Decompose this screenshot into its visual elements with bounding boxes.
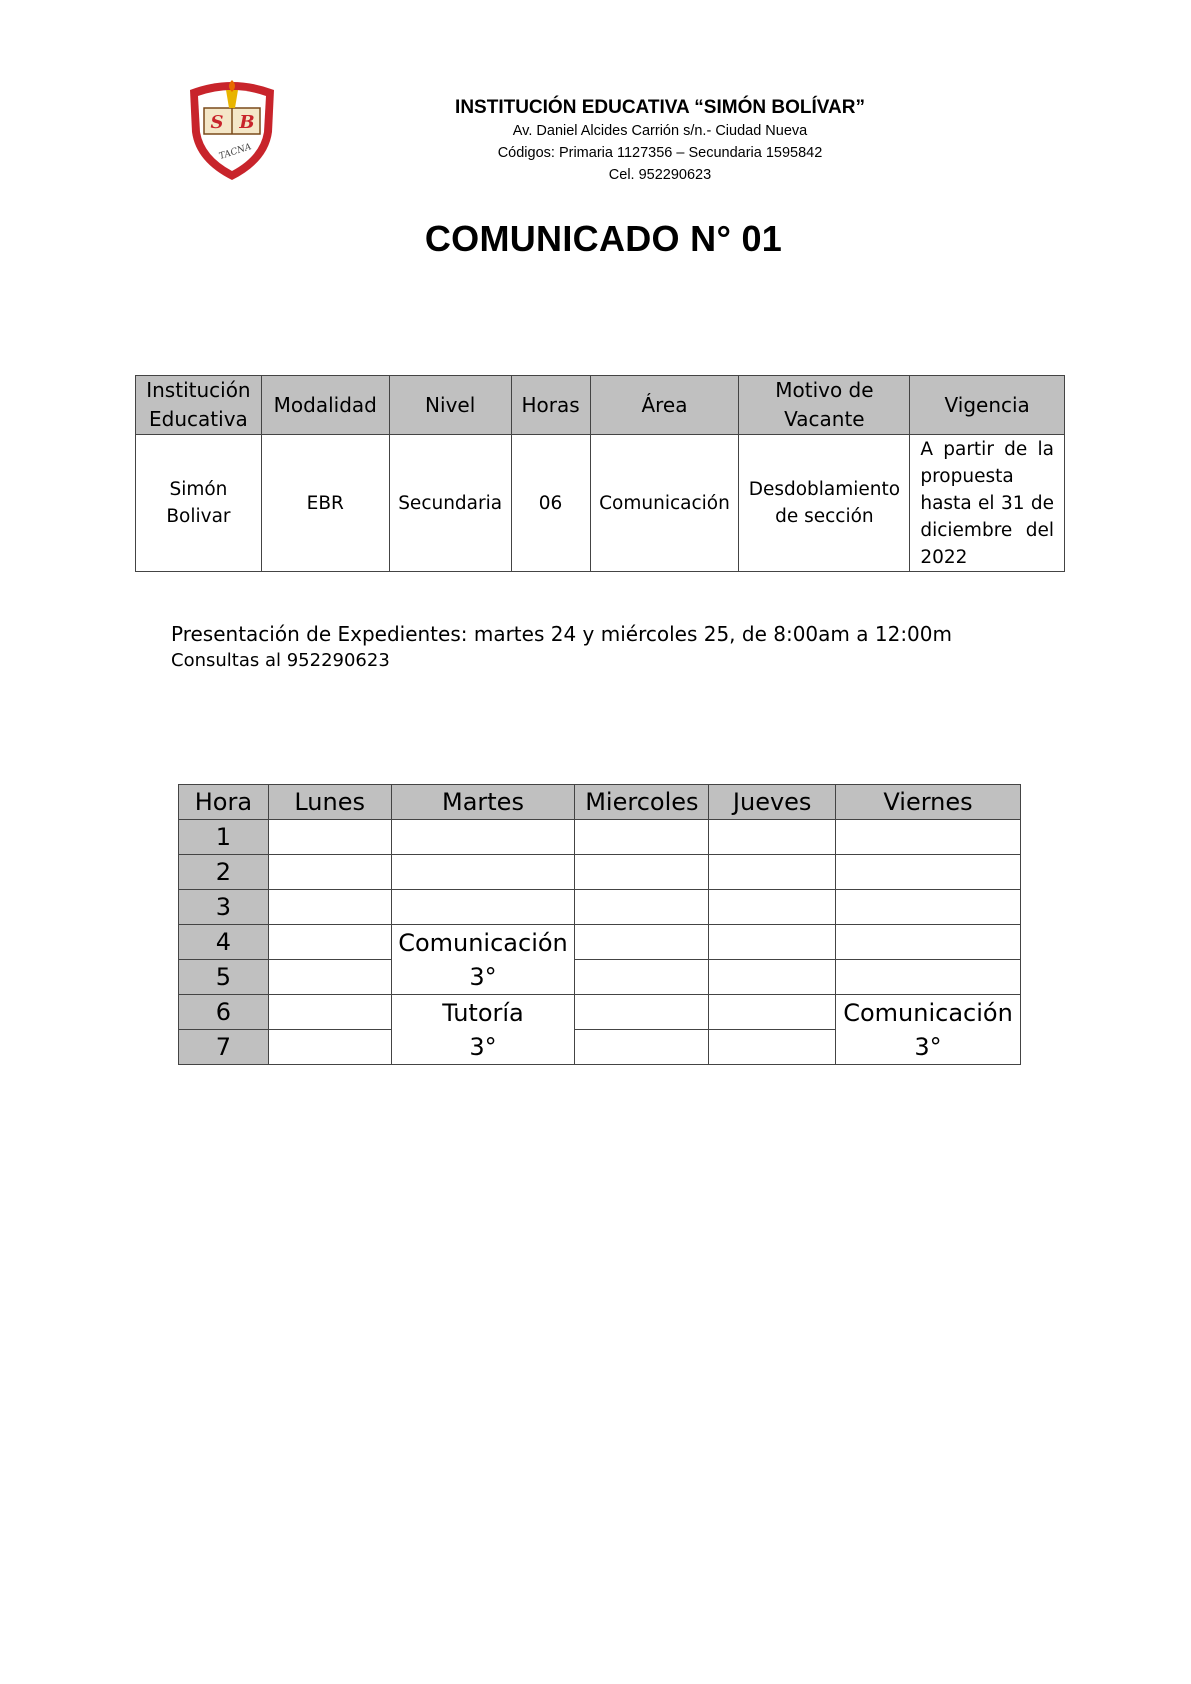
schedule-hour: 7 xyxy=(179,1030,269,1065)
schedule-cell xyxy=(709,995,836,1030)
vacancy-cell-area: Comunicación xyxy=(590,435,739,572)
institution-phone: Cel. 952290623 xyxy=(608,167,712,183)
vacancy-cell-institution: Simón Bolivar xyxy=(136,435,262,572)
schedule-cell xyxy=(391,820,575,855)
vacancy-header-row xyxy=(136,376,1065,435)
schedule-cell xyxy=(575,960,709,995)
schedule-cell xyxy=(836,960,1021,995)
vacancy-cell-validity: A partir de la propuesta hasta el 31 de diciembre del 2022 xyxy=(910,435,1065,572)
schedule-cell xyxy=(709,890,836,925)
schedule-cell xyxy=(709,855,836,890)
vacancy-header-cell: Nivel xyxy=(389,376,511,435)
vacancy-data-row xyxy=(136,435,1065,572)
logo-city: TACNA xyxy=(218,142,253,162)
institution-address: Av. Daniel Alcides Carrión s/n.- Ciudad Nueva xyxy=(512,123,808,139)
schedule-header-cell: Jueves xyxy=(709,785,836,820)
vacancy-header-cell: Área xyxy=(590,376,739,435)
vacancy-cell-hours: 06 xyxy=(511,435,590,572)
vacancy-header-cell: Modalidad xyxy=(261,376,389,435)
class-subject: Comunicación xyxy=(843,998,1013,1027)
schedule-row xyxy=(179,995,1021,1030)
vacancy-header-cell: Institución Educativa xyxy=(136,376,262,435)
institution-name: INSTITUCIÓN EDUCATIVA “SIMÓN BOLÍVAR” xyxy=(455,97,865,118)
schedule-cell xyxy=(836,890,1021,925)
schedule-header-cell: Hora xyxy=(179,785,269,820)
schedule-cell-viernes-block xyxy=(836,995,1021,1065)
schedule-row xyxy=(179,820,1021,855)
schedule-cell xyxy=(268,890,391,925)
vacancy-header-cell: Vigencia xyxy=(910,376,1065,435)
schedule-cell xyxy=(268,855,391,890)
vacancy-cell-level: Secundaria xyxy=(389,435,511,572)
schedule-row xyxy=(179,960,1021,995)
schedule-cell xyxy=(268,960,391,995)
document-title-text: COMUNICADO N° 01 xyxy=(424,218,783,259)
vacancy-cell-reason: Desdoblamiento de sección xyxy=(739,435,910,572)
presentation-dates: Presentación de Expedientes: martes 24 y miércoles 25, de 8:00am a 12:00m xyxy=(171,622,952,646)
schedule-cell xyxy=(575,855,709,890)
logo-initial-s: S xyxy=(210,112,224,133)
schedule-cell xyxy=(709,820,836,855)
schedule-header-cell: Lunes xyxy=(268,785,391,820)
schedule-hour: 2 xyxy=(179,855,269,890)
schedule-cell xyxy=(836,855,1021,890)
vacancy-header-cell: Horas xyxy=(511,376,590,435)
schedule-cell-martes-block1 xyxy=(391,925,575,995)
class-subject: Comunicación xyxy=(398,928,568,957)
schedule-cell xyxy=(575,925,709,960)
vacancy-header-cell: Motivo de Vacante xyxy=(739,376,910,435)
schedule-header-cell: Viernes xyxy=(836,785,1021,820)
vacancy-table xyxy=(135,375,1065,572)
class-subject: Tutoría xyxy=(442,998,524,1027)
document-title xyxy=(0,218,1191,260)
vacancy-cell-modality: EBR xyxy=(261,435,389,572)
class-grade: 3° xyxy=(914,1032,942,1061)
schedule-hour: 6 xyxy=(179,995,269,1030)
schedule-header-row xyxy=(179,785,1021,820)
schedule-cell xyxy=(268,925,391,960)
schedule-hour: 1 xyxy=(179,820,269,855)
institution-header xyxy=(380,96,940,186)
class-grade: 3° xyxy=(469,962,497,991)
schedule-table xyxy=(178,784,1021,1065)
schedule-hour: 5 xyxy=(179,960,269,995)
logo-initial-b: B xyxy=(239,112,255,133)
schedule-cell xyxy=(836,925,1021,960)
consultas-phone: Consultas al 952290623 xyxy=(171,650,390,671)
schedule-cell xyxy=(391,855,575,890)
class-grade: 3° xyxy=(469,1032,497,1061)
schedule-cell xyxy=(575,1030,709,1065)
schedule-cell xyxy=(391,890,575,925)
schedule-cell xyxy=(709,1030,836,1065)
schedule-cell xyxy=(836,820,1021,855)
schedule-cell xyxy=(268,1030,391,1065)
institution-codes: Códigos: Primaria 1127356 – Secundaria 1595842 xyxy=(497,145,823,161)
schedule-header-cell: Miercoles xyxy=(575,785,709,820)
schedule-cell-martes-block2 xyxy=(391,995,575,1065)
schedule-hour: 4 xyxy=(179,925,269,960)
schedule-row xyxy=(179,855,1021,890)
presentation-info xyxy=(171,620,952,674)
schedule-cell xyxy=(709,960,836,995)
schedule-cell xyxy=(268,995,391,1030)
schedule-hour: 3 xyxy=(179,890,269,925)
schedule-cell xyxy=(268,820,391,855)
school-shield-logo xyxy=(186,78,278,182)
schedule-row xyxy=(179,925,1021,960)
schedule-cell xyxy=(709,925,836,960)
schedule-cell xyxy=(575,890,709,925)
schedule-row xyxy=(179,890,1021,925)
schedule-header-cell: Martes xyxy=(391,785,575,820)
schedule-cell xyxy=(575,995,709,1030)
schedule-cell xyxy=(575,820,709,855)
